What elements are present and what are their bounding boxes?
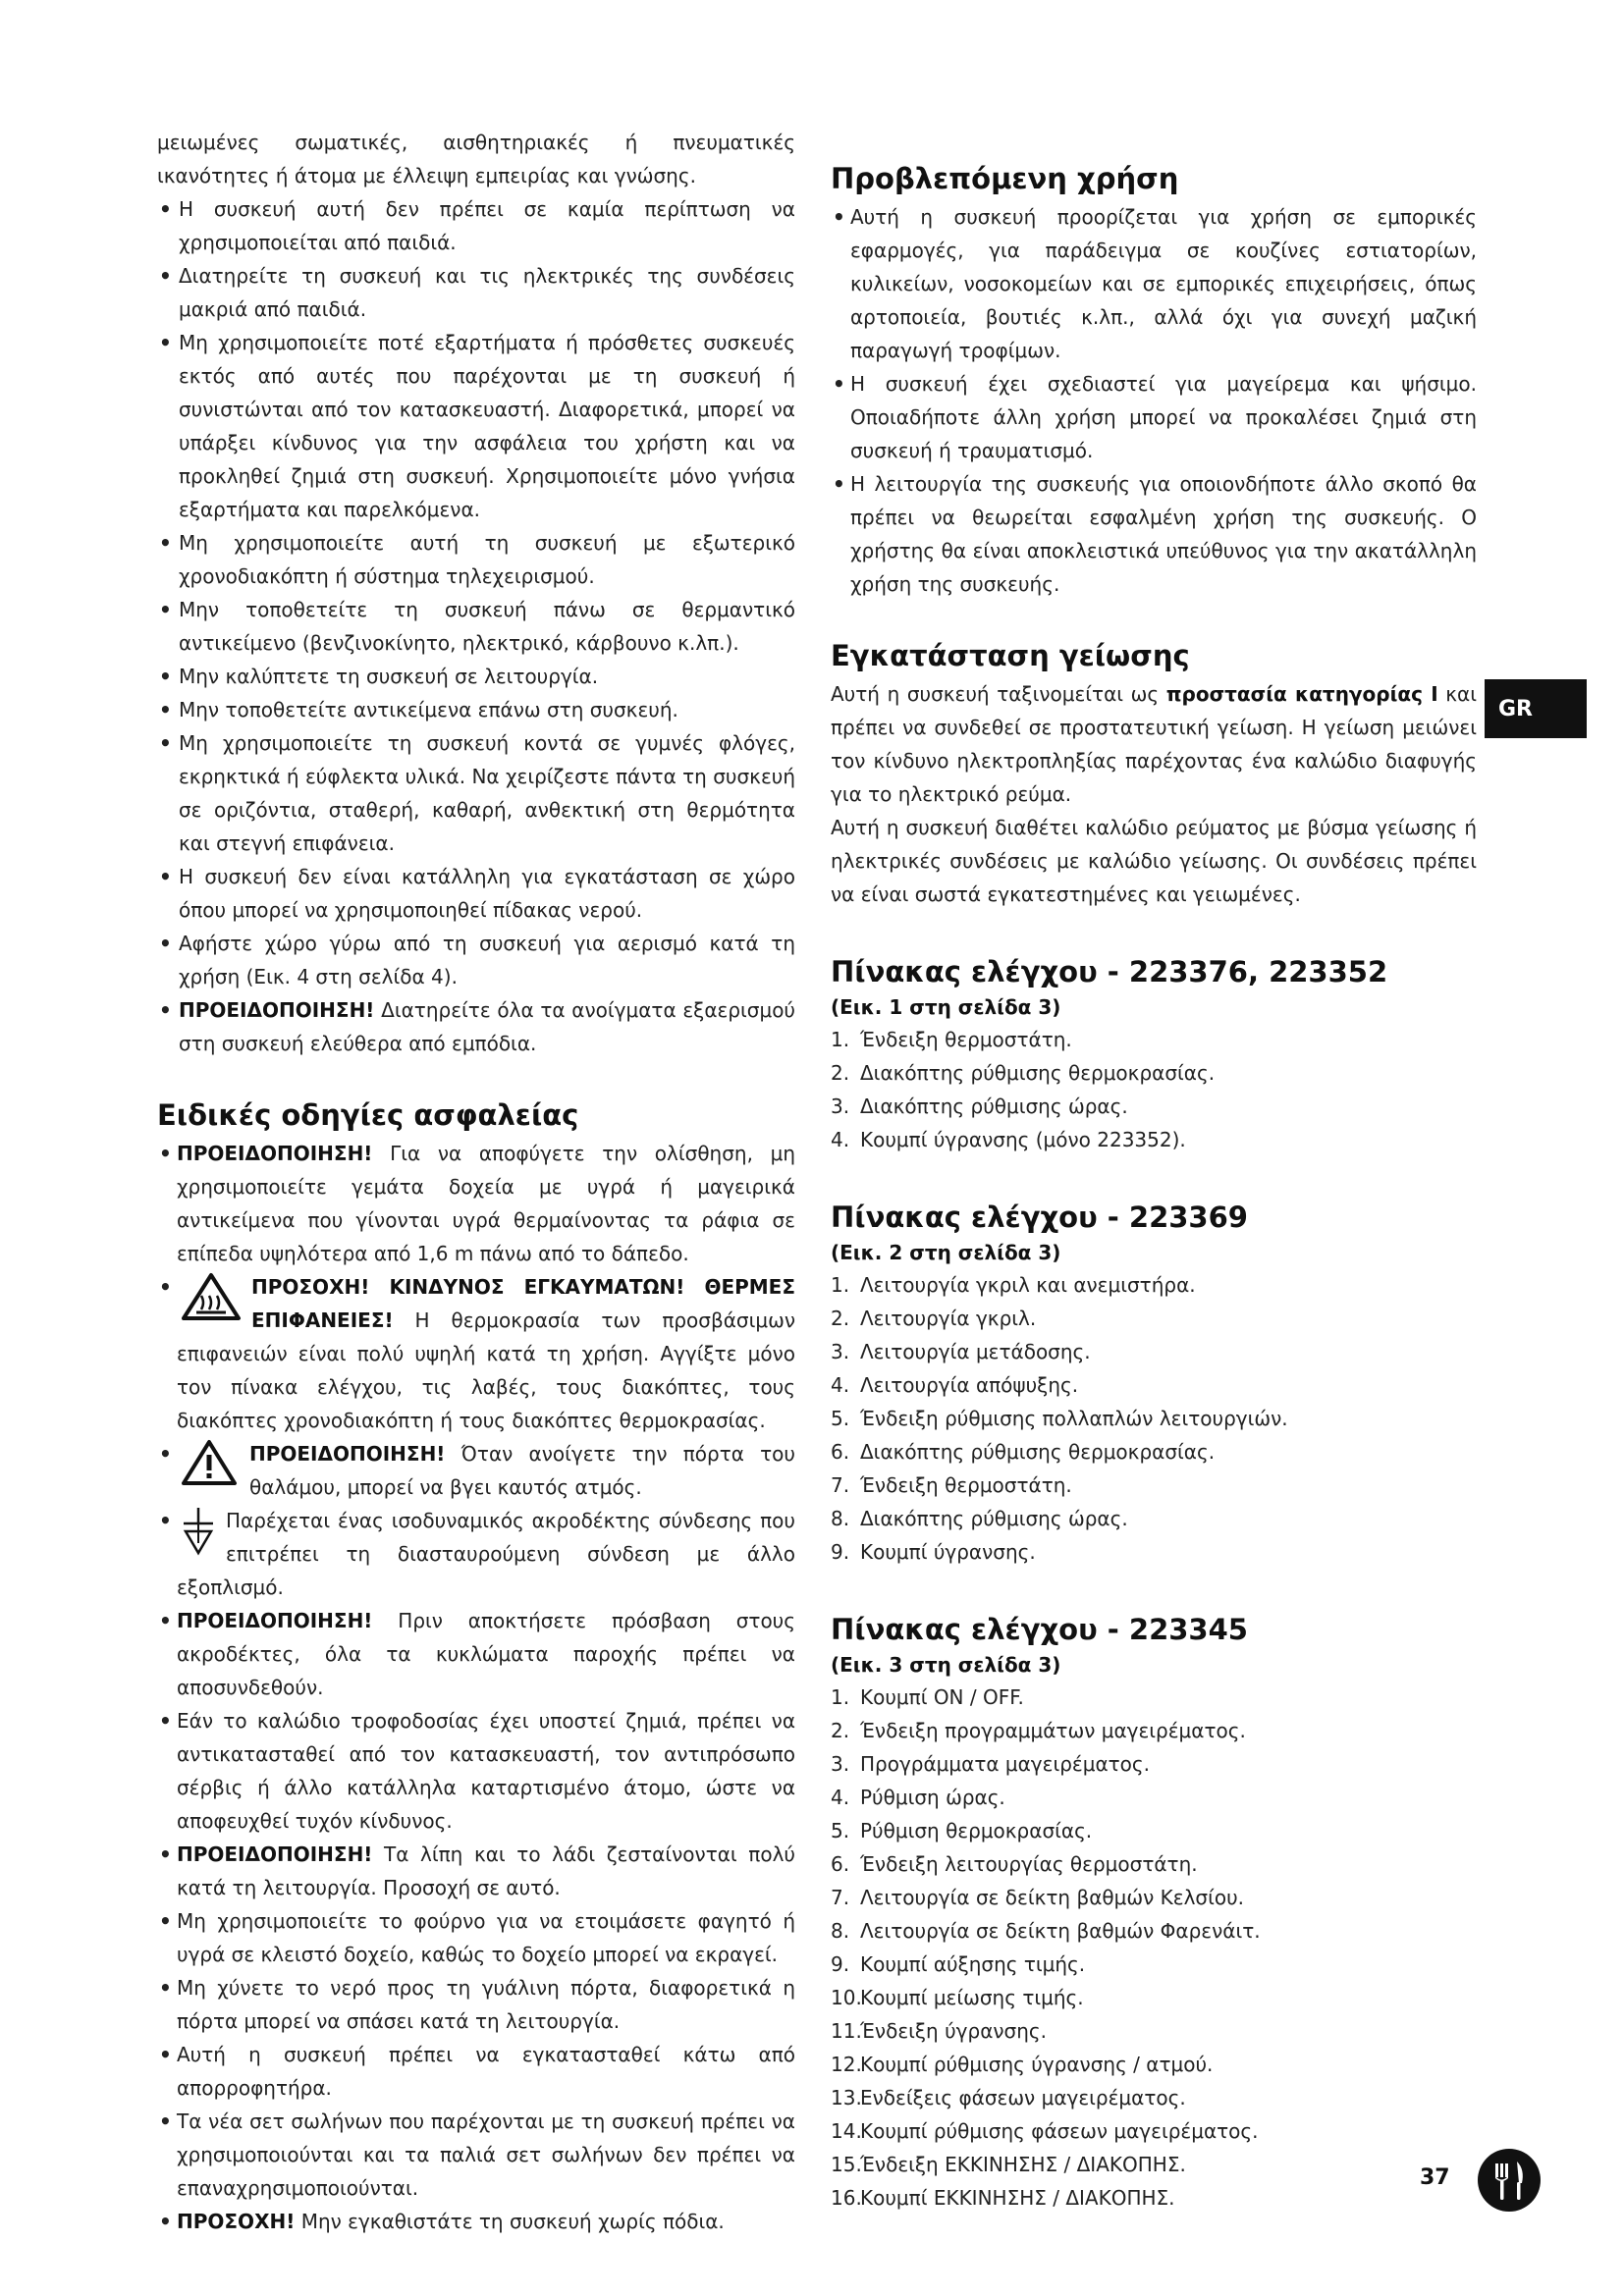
item-text: Λειτουργία γκριλ και ανεμιστήρα. xyxy=(860,1273,1196,1297)
item-text: Ένδειξη θερμοστάτη. xyxy=(860,1473,1072,1497)
spacer xyxy=(831,601,1477,634)
safety-item: • Αυτή η συσκευή πρέπει να εγκατασταθεί κάτω από απορροφητήρα. xyxy=(157,2038,795,2105)
warning-text: Όταν ανοίγετε την πόρτα του θαλάμου, μπορεί να βγει καυτός ατμός. xyxy=(249,1442,795,1499)
item-text: Διακόπτης ρύθμισης ώρας. xyxy=(860,1507,1128,1530)
list-item xyxy=(831,1781,1477,1814)
list-item xyxy=(831,1948,1477,1981)
item-number: 10. xyxy=(831,1986,862,2009)
list-item xyxy=(831,1368,1477,1402)
fork-knife-logo-icon xyxy=(1477,2148,1542,2213)
safety-item: • Τα νέα σετ σωλήνων που παρέχονται με τη συσκευή πρέπει να χρησιμοποιούνται και τα παλιά σετ σωλήνων δεν πρέπει να επαναχρησιμοποιούνται. xyxy=(157,2105,795,2205)
list-item xyxy=(831,1023,1477,1056)
panel-subtitle: (Εικ. 2 στη σελίδα 3) xyxy=(831,1241,1061,1264)
warning-text: Η θερμοκρασία των προσβάσιμων επιφανειών είναι πολύ υψηλή κατά τη χρήση. Αγγίξτε μόνο τον πίνακα ελέγχου, τις λαβές, τους διακόπτες, τους διακόπτες χρονοδιακόπτη ή τους διακόπτες θερμοκρασίας. xyxy=(177,1308,795,1432)
list-item xyxy=(831,1881,1477,1914)
item-number: 13. xyxy=(831,2086,862,2109)
warning-text: Για να αποφύγετε την ολίσθηση, μη χρησιμοποιείτε γεμάτα δοχεία με υγρά ή μαγειρικά αντικείμενα που γίνονται υγρά θερμαίνοντας τα ράφια σε επίπεδα υψηλότερα από 1,6 m πάνω από το δάπεδο. xyxy=(177,1142,795,1265)
warning-triangle-icon xyxy=(181,1439,238,1496)
safety-item xyxy=(157,1838,795,1904)
list-item xyxy=(831,2014,1477,2048)
panel-items-list xyxy=(831,1268,1477,1569)
use-item: • Η συσκευή έχει σχεδιαστεί για μαγείρεμα και ψήσιμο. Οποιαδήποτε άλλη χρήση μπορεί να προκαλέσει ζημιά στη συσκευή ή τραυματισμό. xyxy=(831,367,1477,467)
item-number: 8. xyxy=(831,1507,850,1530)
safety-item: • Μην καλύπτετε τη συσκευή σε λειτουργία. xyxy=(157,660,795,693)
item-text: Ρύθμιση ώρας. xyxy=(860,1786,1005,1809)
item-text: Ενδείξεις φάσεων μαγειρέματος. xyxy=(860,2086,1186,2109)
safety-item xyxy=(157,1137,795,1270)
item-number: 6. xyxy=(831,1440,850,1464)
list-item xyxy=(831,1268,1477,1302)
item-text: Λειτουργία μετάδοσης. xyxy=(860,1340,1091,1363)
section-title-grounding: Εγκατάσταση γείωσης xyxy=(831,639,1190,672)
list-item xyxy=(831,1302,1477,1335)
language-tab: GR xyxy=(1485,679,1587,738)
item-number: 5. xyxy=(831,1819,850,1842)
panel-subtitle: (Εικ. 3 στη σελίδα 3) xyxy=(831,1653,1061,1677)
warning-label: ΠΡΟΕΙΔΟΠΟΙΗΣΗ! xyxy=(179,998,375,1022)
equipotential-icon xyxy=(181,1506,216,1567)
safety-item: • Η συσκευή δεν είναι κατάλληλη για εγκατάσταση σε χώρο όπου μπορεί να χρησιμοποιηθεί πίδακας νερού. xyxy=(157,860,795,927)
warning-label: ΠΡΟΕΙΔΟΠΟΙΗΣΗ! xyxy=(177,1142,373,1165)
intended-use-list xyxy=(831,200,1477,601)
item-text: Ένδειξη ύγρανσης. xyxy=(860,2019,1047,2043)
item-number: 9. xyxy=(831,1540,850,1564)
safety-item xyxy=(157,993,795,1060)
item-number: 8. xyxy=(831,1919,850,1943)
use-item: • Αυτή η συσκευή προορίζεται για χρήση σε εμπορικές εφαρμογές, για παράδειγμα σε κουζίνες εστιατορίων, κυλικείων, νοσοκομείων και σε εμπορικές επιχειρήσεις, όπως αρτοποιεία, βουτιές κ.λπ., αλλά όχι για συνεχή μαζική παραγωγή τροφίμων. xyxy=(831,200,1477,367)
panel-items-list xyxy=(831,1681,1477,2215)
item-number: 2. xyxy=(831,1061,850,1085)
item-text: Προγράμματα μαγειρέματος. xyxy=(860,1752,1151,1776)
intro-continuation: μειωμένες σωματικές, αισθητηριακές ή πνευματικές ικανότητες ή άτομα με έλλειψη εμπειρίας και γνώσης. xyxy=(157,131,795,187)
special-safety-list xyxy=(157,1137,795,2238)
list-item xyxy=(831,1468,1477,1502)
safety-item: • Η συσκευή αυτή δεν πρέπει σε καμία περίπτωση να χρησιμοποιείται από παιδιά. xyxy=(157,192,795,259)
list-item xyxy=(831,1056,1477,1090)
grounding-paragraph: Αυτή η συσκευή διαθέτει καλώδιο ρεύματος με βύσμα γείωσης ή ηλεκτρικές συνδέσεις με καλώδιο γείωσης. Οι συνδέσεις πρέπει να είναι σωστά εγκατεστημένες και γειωμένες. xyxy=(831,816,1477,906)
item-text: Κουμπί ύγρανσης. xyxy=(860,1540,1036,1564)
warning-label: ΠΡΟΕΙΔΟΠΟΙΗΣΗ! xyxy=(177,1609,373,1632)
safety-item: • Μη χρησιμοποιείτε αυτή τη συσκευή με εξωτερικό χρονοδιακόπτη ή σύστημα τηλεχειρισμού. xyxy=(157,526,795,593)
item-text: Κουμπί ύγρανσης (μόνο 223352). xyxy=(860,1128,1186,1151)
warning-label: ΠΡΟΣΟΧΗ! ΚΙΝΔΥΝΟΣ ΕΓΚΑΥΜΑΤΩΝ! ΘΕΡΜΕΣ ΕΠΙΦΑΝΕΙΕΣ! xyxy=(251,1275,795,1332)
list-item xyxy=(831,1090,1477,1123)
spacer xyxy=(831,1569,1477,1608)
grounding-paragraph xyxy=(831,677,1477,811)
warning-text: Τα λίπη και το λάδι ζεσταίνονται πολύ κατά τη λειτουργία. Προσοχή σε αυτό. xyxy=(177,1842,795,1899)
item-number: 7. xyxy=(831,1886,850,1909)
item-number: 2. xyxy=(831,1719,850,1742)
list-item xyxy=(831,1123,1477,1156)
safety-item: • Μη χρησιμοποιείτε τη συσκευή κοντά σε γυμνές φλόγες, εκρηκτικά ή εύφλεκτα υλικά. Να χειρίζεστε πάντα τη συσκευή σε οριζόντια, σταθερή, καθαρή, ανθεκτική στη θερμότητα και στεγνή επιφάνεια. xyxy=(157,726,795,860)
item-number: 3. xyxy=(831,1095,850,1118)
list-item xyxy=(831,1535,1477,1569)
item-number: 7. xyxy=(831,1473,850,1497)
hot-surface-warning-icon xyxy=(181,1272,242,1331)
list-item xyxy=(831,1914,1477,1948)
safety-item: • Διατηρείτε τη συσκευή και τις ηλεκτρικές της συνδέσεις μακριά από παιδιά. xyxy=(157,259,795,326)
safety-item: • Μη χρησιμοποιείτε το φούρνο για να ετοιμάσετε φαγητό ή υγρά σε κλειστό δοχείο, καθώς το δοχείο μπορεί να εκραγεί. xyxy=(157,1904,795,1971)
item-number: 4. xyxy=(831,1128,850,1151)
item-number: 12. xyxy=(831,2053,862,2076)
item-text: Κουμπί ON / OFF. xyxy=(860,1685,1024,1709)
item-text: Ένδειξη ρύθμισης πολλαπλών λειτουργιών. xyxy=(860,1407,1288,1430)
general-safety-list xyxy=(157,192,795,1060)
section-title-intended-use: Προβλεπόμενη χρήση xyxy=(831,162,1179,195)
safety-item: • Μην τοποθετείτε τη συσκευή πάνω σε θερμαντικό αντικείμενο (βενζινοκίνητο, ηλεκτρικό, κάρβουνο κ.λπ.). xyxy=(157,593,795,660)
item-text: Λειτουργία απόψυξης. xyxy=(860,1373,1079,1397)
item-number: 16. xyxy=(831,2186,862,2210)
panel-subtitle: (Εικ. 1 στη σελίδα 3) xyxy=(831,995,1061,1019)
item-number: 11. xyxy=(831,2019,862,2043)
safety-item: • Μη χύνετε το νερό προς τη γυάλινη πόρτα, διαφορετικά η πόρτα μπορεί να σπάσει κατά τη λειτουργία. xyxy=(157,1971,795,2038)
item-number: 3. xyxy=(831,1340,850,1363)
item-number: 1. xyxy=(831,1028,850,1051)
item-text: Κουμπί ρύθμισης ύγρανσης / ατμού. xyxy=(860,2053,1214,2076)
list-item xyxy=(831,1714,1477,1747)
safety-item xyxy=(157,1270,795,1437)
warning-label: ΠΡΟΣΟΧΗ! xyxy=(177,2210,296,2233)
safety-item: • Αφήστε χώρο γύρω από τη συσκευή για αερισμό κατά τη χρήση (Εικ. 4 στη σελίδα 4). xyxy=(157,927,795,993)
panel-title: Πίνακας ελέγχου - 223345 xyxy=(831,1613,1248,1646)
page-number: 37 xyxy=(1420,2165,1450,2190)
list-item xyxy=(831,2081,1477,2114)
list-item xyxy=(831,2181,1477,2215)
safety-item xyxy=(157,1437,795,1504)
warning-text: Πριν αποκτήσετε πρόσβαση στους ακροδέκτες, όλα τα κυκλώματα παροχής πρέπει να αποσυνδεθούν. xyxy=(177,1609,795,1699)
list-item xyxy=(831,1981,1477,2014)
item-number: 4. xyxy=(831,1786,850,1809)
info-text: Παρέχεται ένας ισοδυναμικός ακροδέκτης σύνδεσης που επιτρέπει τη διασταυρούμενη σύνδεση με άλλο εξοπλισμό. xyxy=(177,1509,795,1599)
list-item xyxy=(831,1814,1477,1847)
item-number: 4. xyxy=(831,1373,850,1397)
item-number: 15. xyxy=(831,2153,862,2176)
list-item xyxy=(831,1402,1477,1435)
item-text: Ρύθμιση θερμοκρασίας. xyxy=(860,1819,1093,1842)
item-text: Λειτουργία γκριλ. xyxy=(860,1307,1037,1330)
list-item xyxy=(831,1435,1477,1468)
item-text: Λειτουργία σε δείκτη βαθμών Κελσίου. xyxy=(860,1886,1245,1909)
item-text: Διακόπτης ρύθμισης ώρας. xyxy=(860,1095,1128,1118)
section-title-special-safety: Ειδικές οδηγίες ασφαλείας xyxy=(157,1098,579,1132)
spacer xyxy=(831,911,1477,950)
warning-text: Μην εγκαθιστάτε τη συσκευή χωρίς πόδια. xyxy=(295,2210,725,2233)
item-text: Ένδειξη θερμοστάτη. xyxy=(860,1028,1072,1051)
panel-title: Πίνακας ελέγχου - 223376, 223352 xyxy=(831,955,1388,988)
item-number: 6. xyxy=(831,1852,850,1876)
item-text: Διακόπτης ρύθμισης θερμοκρασίας. xyxy=(860,1440,1216,1464)
list-item xyxy=(831,2148,1477,2181)
safety-item: • Μη χρησιμοποιείτε ποτέ εξαρτήματα ή πρόσθετες συσκευές εκτός από αυτές που παρέχονται με τη συσκευή ή συνιστώνται από τον κατασκευαστή. Διαφορετικά, μπορεί να υπάρξει κίνδυνος για την ασφάλεια του χρήστη και να προκληθεί ζημιά στη συσκευή. Χρησιμοποιείτε μόνο γνήσια εξαρτήματα και παρελκόμενα. xyxy=(157,326,795,526)
item-text: Κουμπί ΕΚΚΙΝΗΣΗΣ / ΔΙΑΚΟΠΗΣ. xyxy=(860,2186,1175,2210)
right-column xyxy=(831,157,1477,2215)
use-item: • Η λειτουργία της συσκευής για οποιονδήποτε άλλο σκοπό θα πρέπει να θεωρείται εσφαλμένη χρήση της συσκευής. Ο χρήστης θα είναι αποκλειστικά υπεύθυνος για την ακατάλληλη χρήση της συσκευής. xyxy=(831,467,1477,601)
item-text: Διακόπτης ρύθμισης θερμοκρασίας. xyxy=(860,1061,1216,1085)
list-item xyxy=(831,1335,1477,1368)
safety-item xyxy=(157,2205,795,2238)
item-number: 9. xyxy=(831,1952,850,1976)
panel-items-list xyxy=(831,1023,1477,1156)
item-text: Ένδειξη προγραμμάτων μαγειρέματος. xyxy=(860,1719,1246,1742)
item-number: 5. xyxy=(831,1407,850,1430)
safety-item: • Εάν το καλώδιο τροφοδοσίας έχει υποστεί ζημιά, πρέπει να αντικατασταθεί από τον κατασκευαστή, τον αντιπρόσωπο σέρβις ή άλλο κατάλληλα καταρτισμένο άτομο, ώστε να αποφευχθεί τυχόν κίνδυνος. xyxy=(157,1704,795,1838)
list-item xyxy=(831,1847,1477,1881)
item-text: Κουμπί αύξησης τιμής. xyxy=(860,1952,1086,1976)
item-text: Ένδειξη ΕΚΚΙΝΗΣΗΣ / ΔΙΑΚΟΠΗΣ. xyxy=(860,2153,1186,2176)
safety-item: • Μην τοποθετείτε αντικείμενα επάνω στη συσκευή. xyxy=(157,693,795,726)
warning-label: ΠΡΟΕΙΔΟΠΟΙΗΣΗ! xyxy=(249,1442,446,1466)
left-column xyxy=(157,126,795,2238)
grounding-text: Αυτή η συσκευή ταξινομείται ως xyxy=(831,682,1166,706)
item-number: 2. xyxy=(831,1307,850,1330)
item-number: 1. xyxy=(831,1273,850,1297)
protection-class: προστασία κατηγορίας I xyxy=(1165,682,1438,706)
item-text: Κουμπί ρύθμισης φάσεων μαγειρέματος. xyxy=(860,2119,1259,2143)
list-item xyxy=(831,2048,1477,2081)
spacer xyxy=(157,1060,795,1094)
warning-label: ΠΡΟΕΙΔΟΠΟΙΗΣΗ! xyxy=(177,1842,373,1866)
grounding-text: και πρέπει να συνδεθεί σε προστατευτική γείωση. Η γείωση μειώνει τον κίνδυνο ηλεκτροπληξίας παρέχοντας ένα καλώδιο διαφυγής για το ηλεκτρικό ρεύμα. xyxy=(831,682,1477,806)
safety-item xyxy=(157,1504,795,1604)
panel-title: Πίνακας ελέγχου - 223369 xyxy=(831,1201,1248,1234)
list-item xyxy=(831,1747,1477,1781)
item-text: Ένδειξη λειτουργίας θερμοστάτη. xyxy=(860,1852,1198,1876)
item-number: 14. xyxy=(831,2119,862,2143)
safety-item xyxy=(157,1604,795,1704)
item-text: Λειτουργία σε δείκτη βαθμών Φαρενάιτ. xyxy=(860,1919,1261,1943)
spacer xyxy=(831,1156,1477,1196)
list-item xyxy=(831,1681,1477,1714)
list-item xyxy=(831,2114,1477,2148)
item-text: Κουμπί μείωσης τιμής. xyxy=(860,1986,1084,2009)
item-number: 1. xyxy=(831,1685,850,1709)
item-number: 3. xyxy=(831,1752,850,1776)
warning-text: Διατηρείτε όλα τα ανοίγματα εξαερισμού στη συσκευή ελεύθερα από εμπόδια. xyxy=(179,998,795,1055)
list-item xyxy=(831,1502,1477,1535)
